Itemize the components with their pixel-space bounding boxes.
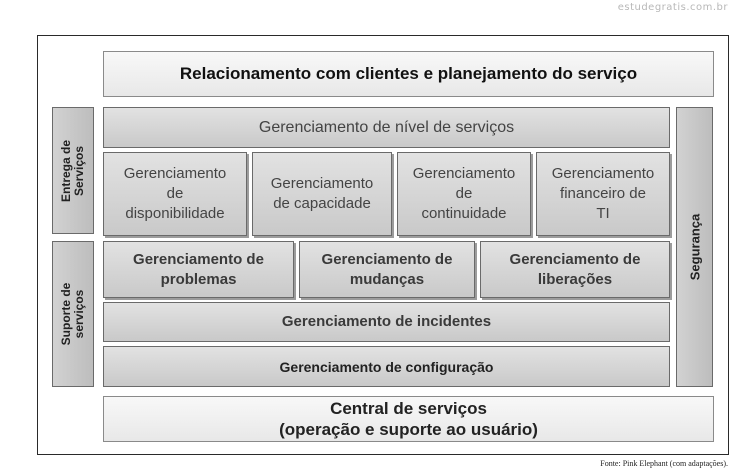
continuity-box: Gerenciamento de continuidade [397, 152, 531, 236]
availability-box: Gerenciamento de disponibilidade [103, 152, 247, 236]
support-label-line1: Suporte de [59, 282, 73, 346]
service-desk-box: Central de serviços (operação e suporte ao usuário) [103, 396, 714, 442]
incidents-box: Gerenciamento de incidentes [103, 302, 670, 342]
configuration-box: Gerenciamento de configuração [103, 346, 670, 387]
changes-box: Gerenciamento de mudanças [299, 241, 475, 298]
problems-box: Gerenciamento de problemas [103, 241, 294, 298]
security-label: Segurança [687, 213, 702, 281]
support-side-label [52, 241, 94, 387]
capacity-box: Gerenciamento de capacidade [252, 152, 392, 236]
top-banner: Relacionamento com clientes e planejamento do serviço [103, 51, 714, 97]
security-side-label [676, 107, 713, 387]
delivery-label-line2: Serviços [72, 145, 86, 196]
watermark: estudegratis.com.br [617, 2, 728, 13]
delivery-label-line1: Entrega de [59, 139, 73, 202]
delivery-side-label [52, 107, 94, 234]
financial-box: Gerenciamento financeiro de TI [536, 152, 670, 236]
support-label-line2: serviços [72, 289, 86, 339]
service-level-box: Gerenciamento de nível de serviços [103, 107, 670, 148]
source-caption: Fonte: Pink Elephant (com adaptações). [600, 459, 728, 468]
releases-box: Gerenciamento de liberações [480, 241, 670, 298]
